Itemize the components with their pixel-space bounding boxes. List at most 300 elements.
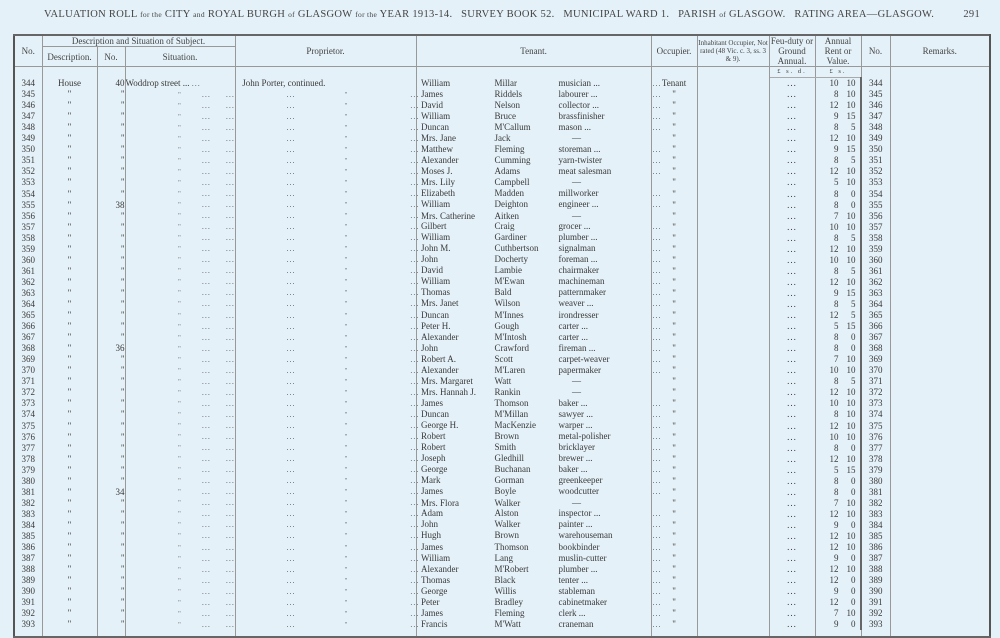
- tenant-cell: [416, 143, 662, 155]
- occupier-cell: ": [651, 475, 697, 486]
- description-cell: ": [42, 464, 97, 475]
- proprietor-cell: [235, 387, 420, 398]
- annual-rent-cell: [815, 89, 861, 100]
- street-number-cell: ": [97, 298, 125, 309]
- ditto-mark: ": [295, 488, 348, 497]
- dots: ... ...: [180, 586, 235, 596]
- table-row: [14, 321, 990, 332]
- description-cell: ": [42, 475, 97, 486]
- situation-cell: [125, 177, 235, 188]
- inhabitant-cell: [697, 354, 769, 365]
- rent-pounds: 8: [834, 376, 839, 387]
- ditto-mark: ": [295, 90, 348, 99]
- rent-pounds: 12: [829, 100, 839, 111]
- inhabitant-cell: [697, 177, 769, 188]
- street-number-cell: ": [97, 354, 125, 365]
- proprietor-cell: [235, 508, 420, 519]
- annual-rent-cell: [815, 332, 861, 343]
- ditto-mark: ": [295, 620, 348, 629]
- remarks-cell: [890, 122, 990, 133]
- tenant-first-name: Mrs. Lily: [416, 177, 456, 188]
- row-number-right: 354: [861, 188, 890, 199]
- dots: ...: [235, 100, 296, 110]
- ditto-mark: ": [295, 134, 348, 143]
- feu-duty-cell: ...: [769, 265, 815, 276]
- ditto-mark: ": [295, 333, 348, 342]
- tenant-first-name: Alexander: [416, 154, 459, 165]
- row-number-right: 355: [861, 199, 890, 210]
- row-number-right: 388: [861, 564, 890, 575]
- tenant-cell: [416, 519, 662, 530]
- tenant-first-name: Adam: [416, 508, 444, 519]
- rent-pounds: 10: [829, 78, 839, 89]
- tenant-first-name: Alexander: [416, 364, 459, 375]
- col-occupier: Occupier.: [651, 35, 697, 67]
- rent-shillings: 10: [846, 409, 856, 420]
- dots: ...: [347, 166, 420, 176]
- feu-duty-cell: ...: [769, 553, 815, 564]
- description-cell: ": [42, 332, 97, 343]
- street-number-cell: ": [97, 575, 125, 586]
- row-number-right: 390: [861, 586, 890, 597]
- situation-cell: [125, 243, 235, 254]
- ditto-mark: ": [295, 245, 348, 254]
- inhabitant-cell: [697, 310, 769, 321]
- tenant-surname: M'Callum: [494, 121, 531, 132]
- tenant-first-name: Moses J.: [416, 165, 453, 176]
- remarks-cell: [890, 354, 990, 365]
- tenant-cell: [416, 585, 662, 597]
- tenant-first-name: Mark: [416, 475, 441, 486]
- inhabitant-cell: [697, 243, 769, 254]
- proprietor-cell: [235, 232, 420, 243]
- description-cell: ": [42, 398, 97, 409]
- dots: ...: [347, 608, 420, 618]
- dots: ... ...: [180, 498, 235, 508]
- rent-shillings: 0: [851, 619, 856, 630]
- ditto-mark: ": [125, 455, 181, 464]
- rent-shillings: 5: [851, 122, 856, 133]
- inhabitant-cell: [697, 497, 769, 508]
- table-row: [14, 365, 990, 376]
- dots: ...: [652, 89, 662, 99]
- proprietor-cell: [235, 122, 420, 133]
- dots: ... ...: [180, 619, 235, 629]
- remarks-cell: [890, 232, 990, 243]
- tenant-occupation: sawyer ...: [558, 408, 594, 419]
- ditto-mark: ": [295, 466, 348, 475]
- description-cell: ": [42, 619, 97, 630]
- feu-duty-cell: ...: [769, 166, 815, 177]
- row-number: 365: [14, 310, 42, 321]
- tenant-cell: [416, 530, 662, 541]
- dots: ...: [652, 365, 662, 375]
- occupier-cell: ": [651, 144, 697, 155]
- inhabitant-cell: [697, 365, 769, 376]
- occupier-cell: ": [651, 387, 697, 398]
- proprietor-cell: [235, 365, 420, 376]
- annual-rent-cell: [815, 310, 861, 321]
- dots: ...: [652, 222, 662, 232]
- spacer-cell: [14, 630, 42, 637]
- situation-cell: [125, 310, 235, 321]
- proprietor-cell: [235, 475, 420, 486]
- tenant-occupation: baker ...: [558, 464, 588, 475]
- occupier-cell: ": [651, 575, 697, 586]
- dots: ... ...: [180, 553, 235, 563]
- row-number-right: 373: [861, 398, 890, 409]
- row-number: 388: [14, 564, 42, 575]
- row-number: 387: [14, 553, 42, 564]
- ditto-mark: ": [295, 521, 348, 530]
- col-annual-rent: Annual Rent or Value.: [815, 35, 861, 67]
- rent-pounds: 8: [834, 155, 839, 166]
- occupier-cell: ": [651, 365, 697, 376]
- dots: ...: [347, 310, 420, 320]
- row-number: 362: [14, 276, 42, 287]
- row-number-right: 370: [861, 365, 890, 376]
- feu-duty-cell: ...: [769, 586, 815, 597]
- ditto-mark: ": [295, 322, 348, 331]
- tenant-cell: [416, 442, 662, 453]
- tenant-surname: Lambie: [494, 265, 523, 276]
- dots: ... ...: [180, 597, 235, 607]
- ditto-mark: ": [125, 521, 181, 530]
- occupier-cell: ": [651, 497, 697, 508]
- tenant-occupation: inspector ...: [558, 508, 601, 519]
- feu-duty-cell: ...: [769, 365, 815, 376]
- table-row: [14, 111, 990, 122]
- rent-pounds: 8: [834, 409, 839, 420]
- tenant-occupation: chairmaker: [558, 265, 600, 276]
- remarks-cell: [890, 144, 990, 155]
- dots: ...: [652, 465, 662, 475]
- rent-pounds: 8: [834, 332, 839, 343]
- tenant-surname: Millar: [494, 77, 518, 88]
- occupier-cell: ": [651, 409, 697, 420]
- annual-rent-cell: [815, 144, 861, 155]
- description-cell: ": [42, 365, 97, 376]
- occupier-cell: ": [651, 542, 697, 553]
- dots: ...: [652, 487, 662, 497]
- occupier-cell: ": [651, 265, 697, 276]
- description-cell: ": [42, 608, 97, 619]
- inhabitant-cell: [697, 343, 769, 354]
- row-number: 358: [14, 232, 42, 243]
- rent-shillings: 0: [851, 475, 856, 486]
- dots: ...: [652, 476, 662, 486]
- tenant-first-name: George: [416, 464, 448, 475]
- dots: ...: [652, 144, 662, 154]
- dots: ...: [347, 144, 420, 154]
- remarks-cell: [890, 111, 990, 122]
- rent-shillings: 10: [846, 254, 856, 265]
- annual-rent-cell: [815, 608, 861, 619]
- inhabitant-cell: [697, 553, 769, 564]
- description-cell: ": [42, 199, 97, 210]
- situation-cell: [125, 553, 235, 564]
- table-row: [14, 254, 990, 265]
- tenant-surname: Madden: [494, 188, 525, 199]
- street-number-cell: ": [97, 89, 125, 100]
- tenant-first-name: James: [416, 607, 444, 618]
- row-number: 368: [14, 343, 42, 354]
- rent-shillings: 10: [846, 177, 856, 188]
- description-cell: ": [42, 265, 97, 276]
- col-proprietor: Proprietor.: [235, 35, 416, 67]
- dots: ...: [652, 332, 662, 342]
- feu-duty-cell: ...: [769, 111, 815, 122]
- tenant-cell: [416, 165, 662, 177]
- row-number: 351: [14, 155, 42, 166]
- rent-shillings: 5: [851, 155, 856, 166]
- dots: ...: [347, 409, 420, 419]
- annual-rent-cell: [815, 100, 861, 111]
- ditto-mark: ": [125, 366, 181, 375]
- dots: ... ...: [180, 222, 235, 232]
- ditto-mark: ": [295, 477, 348, 486]
- street-number-cell: 38: [97, 199, 125, 210]
- tenant-occupation: musician ...: [558, 77, 601, 88]
- ditto-mark: ": [295, 532, 348, 541]
- inhabitant-cell: [697, 409, 769, 420]
- row-number-right: 372: [861, 387, 890, 398]
- dots: ... ...: [180, 189, 235, 199]
- dots: ... ...: [180, 122, 235, 132]
- ditto-mark: ": [125, 267, 181, 276]
- description-cell: ": [42, 497, 97, 508]
- tenant-cell: [416, 265, 662, 276]
- dots: ...: [347, 465, 420, 475]
- tenant-occupation: painter ...: [558, 519, 593, 530]
- row-number: 363: [14, 287, 42, 298]
- ditto-mark: ": [295, 190, 348, 199]
- table-row: [14, 542, 990, 553]
- remarks-cell: [890, 365, 990, 376]
- tenant-first-name: Joseph: [416, 453, 446, 464]
- rent-pounds: 12: [829, 597, 839, 608]
- dots: ...: [235, 432, 296, 442]
- occupier-cell: ": [651, 122, 697, 133]
- occupier-cell: ": [651, 199, 697, 210]
- row-number-right: 371: [861, 376, 890, 387]
- rent-shillings: 10: [846, 387, 856, 398]
- feu-duty-cell: ...: [769, 376, 815, 387]
- tenant-surname: Fleming: [494, 143, 525, 154]
- annual-rent-cell: [815, 619, 861, 630]
- table-row: [14, 221, 990, 232]
- tenant-occupation: engineer ...: [558, 199, 599, 210]
- ditto-mark: ": [125, 156, 181, 165]
- remarks-cell: [890, 321, 990, 332]
- description-cell: ": [42, 298, 97, 309]
- ditto-mark: ": [295, 366, 348, 375]
- annual-rent-cell: [815, 166, 861, 177]
- tenant-occupation: —: [558, 133, 582, 144]
- ditto-mark: ": [295, 123, 348, 132]
- tenant-surname: Gough: [494, 320, 520, 331]
- remarks-cell: [890, 575, 990, 586]
- situation-cell: [125, 166, 235, 177]
- row-number: 392: [14, 608, 42, 619]
- dots: ...: [347, 443, 420, 453]
- tenant-first-name: Alexander: [416, 331, 459, 342]
- street-number-cell: ": [97, 332, 125, 343]
- annual-rent-cell: [815, 519, 861, 530]
- inhabitant-cell: [697, 166, 769, 177]
- street-number-cell: ": [97, 420, 125, 431]
- tenant-surname: Riddels: [494, 88, 523, 99]
- street-number-cell: ": [97, 122, 125, 133]
- description-cell: ": [42, 89, 97, 100]
- description-cell: ": [42, 586, 97, 597]
- remarks-cell: [890, 276, 990, 287]
- description-cell: ": [42, 486, 97, 497]
- proprietor-cell: [235, 254, 420, 265]
- annual-rent-cell: [815, 431, 861, 442]
- dots: ...: [235, 122, 296, 132]
- rent-pounds: 12: [829, 453, 839, 464]
- occupier-cell: ": [651, 343, 697, 354]
- ditto-mark: ": [295, 543, 348, 552]
- tenant-cell: [416, 353, 662, 365]
- ditto-mark: ": [295, 433, 348, 442]
- feu-duty-cell: ...: [769, 310, 815, 321]
- dots: ...: [652, 608, 662, 618]
- table-row: [14, 144, 990, 155]
- occupier-cell: ": [651, 155, 697, 166]
- street-number-cell: ": [97, 365, 125, 376]
- remarks-cell: [890, 188, 990, 199]
- tenant-occupation: bookbinder: [558, 541, 600, 552]
- row-number: 375: [14, 420, 42, 431]
- dots: ...: [235, 553, 296, 563]
- street-number-cell: ": [97, 597, 125, 608]
- tenant-occupation: warehouseman: [558, 530, 613, 541]
- remarks-cell: [890, 78, 990, 89]
- remarks-cell: [890, 254, 990, 265]
- row-number: 345: [14, 89, 42, 100]
- remarks-cell: [890, 100, 990, 111]
- tenant-surname: M'Watt: [494, 618, 521, 629]
- row-number-right: 360: [861, 254, 890, 265]
- dots: ...: [235, 244, 296, 254]
- proprietor-cell: [235, 265, 420, 276]
- row-number-right: 367: [861, 332, 890, 343]
- dots: ...: [235, 476, 296, 486]
- feu-duty-cell: ...: [769, 453, 815, 464]
- rent-shillings: 0: [851, 188, 856, 199]
- inhabitant-cell: [697, 111, 769, 122]
- rent-pounds: 12: [829, 530, 839, 541]
- tenant-first-name: Peter: [416, 596, 440, 607]
- feu-duty-cell: ...: [769, 497, 815, 508]
- proprietor-cell: [235, 608, 420, 619]
- inhabitant-cell: [697, 332, 769, 343]
- rent-pounds: 8: [834, 475, 839, 486]
- proprietor-cell: [235, 166, 420, 177]
- spacer-cell: [697, 630, 769, 637]
- rent-shillings: 15: [846, 144, 856, 155]
- remarks-cell: [890, 497, 990, 508]
- tenant-surname: Crawford: [494, 342, 530, 353]
- dots: ...: [235, 177, 296, 187]
- rent-pounds: 12: [829, 243, 839, 254]
- situation-cell: [125, 530, 235, 541]
- row-number-right: 359: [861, 243, 890, 254]
- rent-shillings: 15: [846, 321, 856, 332]
- tenant-cell: [416, 99, 662, 111]
- tenant-surname: Gledhill: [494, 453, 525, 464]
- ditto-mark: ": [295, 598, 348, 607]
- row-number: 347: [14, 111, 42, 122]
- feu-duty-cell: ...: [769, 254, 815, 265]
- dots: ...: [191, 78, 201, 88]
- remarks-cell: [890, 409, 990, 420]
- dots: ... ...: [180, 432, 235, 442]
- situation-cell: [125, 453, 235, 464]
- dots: ...: [347, 222, 420, 232]
- table-row: [14, 310, 990, 321]
- remarks-cell: [890, 133, 990, 144]
- annual-rent-cell: [815, 155, 861, 166]
- dots: ...: [235, 310, 296, 320]
- dots: ...: [235, 398, 296, 408]
- occupier-cell: ": [651, 464, 697, 475]
- dots: ...: [652, 310, 662, 320]
- tenant-first-name: John M.: [416, 243, 451, 254]
- inhabitant-cell: [697, 321, 769, 332]
- tenant-cell: [416, 397, 662, 409]
- rent-pounds: 12: [829, 542, 839, 553]
- tenant-surname: Walker: [494, 519, 521, 530]
- tenant-first-name: Mrs. Margaret: [416, 376, 473, 387]
- tenant-occupation: tenter ...: [558, 574, 589, 585]
- description-cell: ": [42, 221, 97, 232]
- remarks-cell: [890, 387, 990, 398]
- street-number-cell: ": [97, 310, 125, 321]
- inhabitant-cell: [697, 431, 769, 442]
- dots: ... ...: [180, 531, 235, 541]
- inhabitant-cell: [697, 100, 769, 111]
- annual-rent-cell: [815, 321, 861, 332]
- tenant-cell: [416, 387, 651, 398]
- rent-pounds: 10: [829, 431, 839, 442]
- dots: ...: [652, 354, 662, 364]
- ditto-mark: ": [295, 499, 348, 508]
- occupier-cell: ": [651, 177, 697, 188]
- rent-shillings: 0: [851, 519, 856, 530]
- row-number: 353: [14, 177, 42, 188]
- tenant-occupation: —: [558, 376, 582, 387]
- col-no2: No.: [861, 35, 890, 67]
- row-number: 370: [14, 365, 42, 376]
- title-part: GLASGOW: [297, 9, 353, 20]
- feu-units: £ s. d.: [769, 67, 815, 78]
- street-number-cell: 40: [97, 78, 125, 89]
- dots: ...: [235, 575, 296, 585]
- dots: ...: [235, 133, 296, 143]
- table-row: [14, 486, 990, 497]
- situation-cell: [125, 542, 235, 553]
- table-row: [14, 475, 990, 486]
- situation-cell: [125, 497, 235, 508]
- dots: ... ...: [180, 487, 235, 497]
- title-part: for the: [355, 10, 378, 19]
- inhabitant-cell: [697, 210, 769, 221]
- ditto-mark: ": [125, 477, 181, 486]
- inhabitant-cell: [697, 89, 769, 100]
